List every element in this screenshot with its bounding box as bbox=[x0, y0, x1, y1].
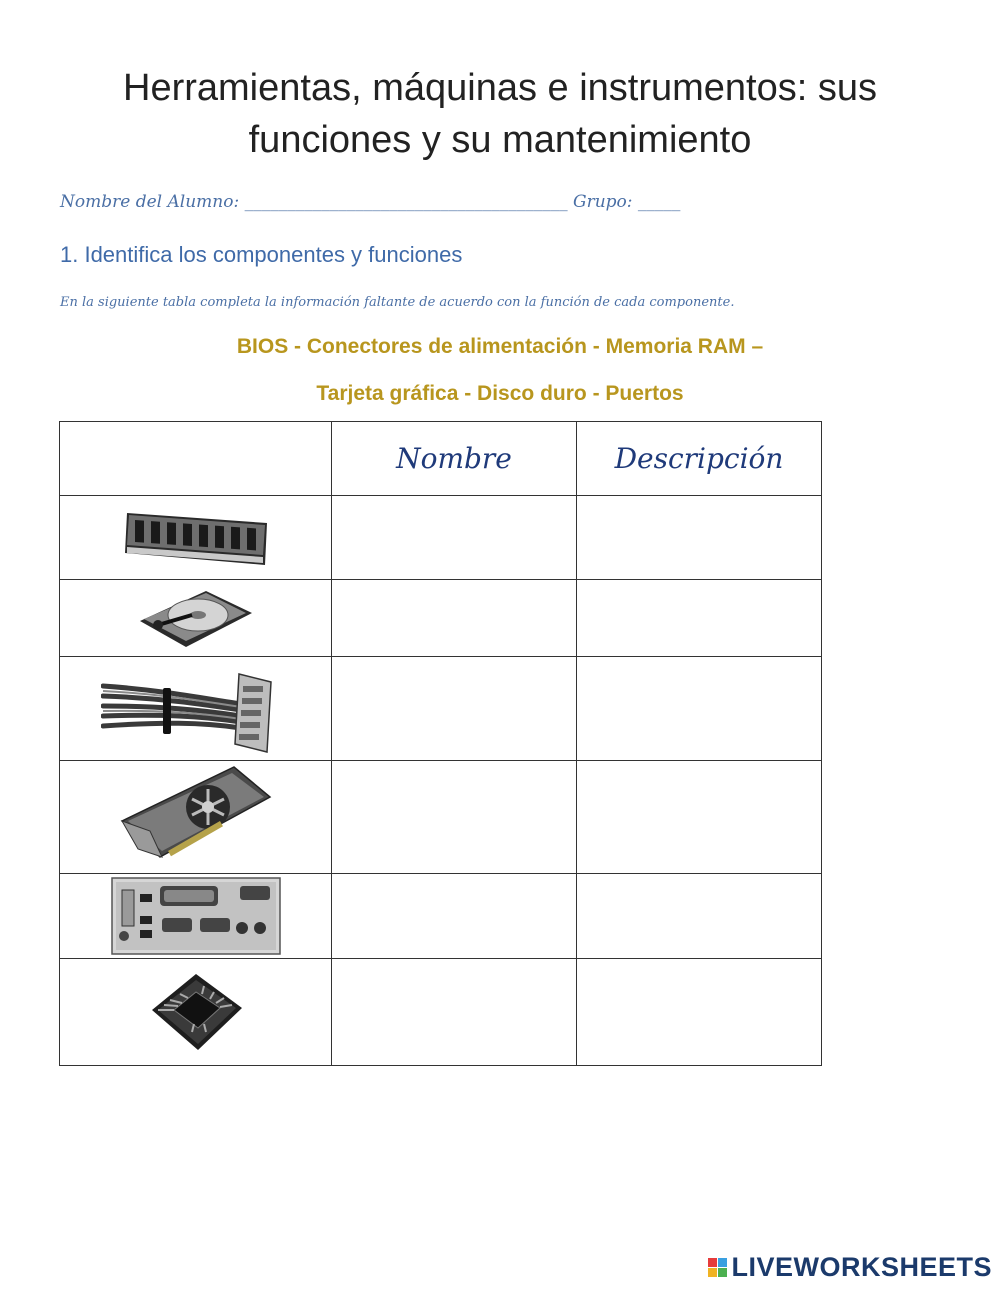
word-bank-line2: Tarjeta gráfica - Disco duro - Puertos bbox=[316, 382, 684, 405]
name-answer-cell[interactable] bbox=[332, 874, 577, 959]
component-image-cell bbox=[60, 580, 332, 657]
page-title bbox=[60, 62, 940, 166]
components-table bbox=[59, 421, 822, 1066]
description-answer-cell[interactable] bbox=[577, 657, 822, 761]
page-title-line1: Herramientas, máquinas e instrumentos: sus bbox=[123, 67, 877, 109]
name-answer-cell[interactable] bbox=[332, 580, 577, 657]
group-label: Grupo: bbox=[573, 192, 633, 212]
table-header-row bbox=[60, 422, 822, 496]
table-row bbox=[60, 657, 822, 761]
bios-chip-icon bbox=[144, 970, 248, 1054]
name-answer-cell[interactable] bbox=[332, 761, 577, 874]
description-answer-cell[interactable] bbox=[577, 874, 822, 959]
component-image-cell bbox=[60, 874, 332, 959]
liveworksheets-mark-icon bbox=[708, 1258, 727, 1277]
student-info-line bbox=[60, 192, 830, 212]
component-image-cell bbox=[60, 657, 332, 761]
table-row bbox=[60, 959, 822, 1066]
description-answer-cell[interactable] bbox=[577, 580, 822, 657]
header-name: Nombre bbox=[332, 422, 577, 496]
description-answer-cell[interactable] bbox=[577, 959, 822, 1066]
graphics-card-icon bbox=[116, 763, 276, 871]
student-name-blank[interactable]: ______________________________________ bbox=[244, 192, 568, 212]
name-answer-cell[interactable] bbox=[332, 657, 577, 761]
liveworksheets-logo bbox=[708, 1252, 992, 1283]
component-image-cell bbox=[60, 496, 332, 580]
instructions-text: En la siguiente tabla completa la información faltante de acuerdo con la función de cada componente. bbox=[60, 295, 735, 310]
hard-drive-icon bbox=[136, 585, 256, 651]
student-name-label: Nombre del Alumno: bbox=[60, 192, 240, 212]
header-image bbox=[60, 422, 332, 496]
header-description: Descripción bbox=[577, 422, 822, 496]
group-blank[interactable]: _____ bbox=[637, 192, 681, 212]
description-answer-cell[interactable] bbox=[577, 496, 822, 580]
power-connectors-icon bbox=[101, 664, 291, 754]
component-image-cell bbox=[60, 959, 332, 1066]
table-row bbox=[60, 580, 822, 657]
name-answer-cell[interactable] bbox=[332, 959, 577, 1066]
word-bank-line1: BIOS - Conectores de alimentación - Memoria RAM – bbox=[236, 335, 764, 358]
table-row bbox=[60, 874, 822, 959]
name-answer-cell[interactable] bbox=[332, 496, 577, 580]
page-title-line2: funciones y su mantenimiento bbox=[248, 119, 752, 161]
description-answer-cell[interactable] bbox=[577, 761, 822, 874]
ram-module-icon bbox=[121, 509, 271, 567]
component-image-cell bbox=[60, 761, 332, 874]
section-title: 1. Identifica los componentes y funciones bbox=[60, 242, 463, 267]
liveworksheets-brand: LIVEWORKSHEETS bbox=[731, 1252, 992, 1282]
table-row bbox=[60, 761, 822, 874]
io-ports-icon bbox=[110, 876, 282, 956]
table-row bbox=[60, 496, 822, 580]
